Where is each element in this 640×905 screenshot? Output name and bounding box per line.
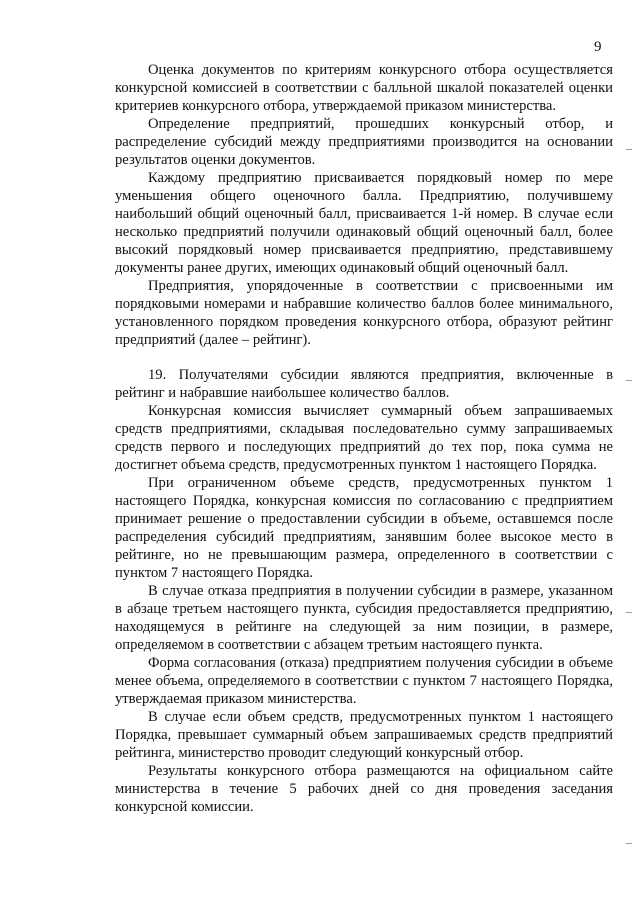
paragraph: В случае отказа предприятия в получении субсидии в размере, указанном в абзаце третьем настоящего пункта, субсидия предоставляется предприятию, находящемуся в рейтинге на следующей за ним позиции, в размере, определяемом в соответствии с абзацем третьим настоящего пункта.: [115, 583, 613, 653]
paragraph: Результаты конкурсного отбора размещаются на официальном сайте министерства в течение 5 рабочих дней со дня проведения заседания конкурсной комиссии.: [115, 763, 613, 815]
scan-margin-mark: [626, 612, 632, 613]
paragraph: Оценка документов по критериям конкурсного отбора осуществляется конкурсной комиссией в соответствии с балльной шкалой показателей оценки критериев конкурсного отбора, утверждаемой приказом министерства.: [115, 62, 613, 114]
paragraph-section-19: 19. Получателями субсидии являются предприятия, включенные в рейтинг и набравшие наибольшее количество баллов.: [115, 367, 613, 401]
page-number: 9: [594, 39, 602, 55]
scan-margin-mark: [626, 149, 632, 150]
paragraph: Определение предприятий, прошедших конкурсный отбор, и распределение субсидий между предприятиями производится на основании результатов оценки документов.: [115, 116, 613, 168]
paragraph: Предприятия, упорядоченные в соответствии с присвоенными им порядковыми номерами и набравшие количество баллов более минимального, установленного порядком проведения конкурсного отбора, образуют рейтинг предприятий (далее – рейтинг).: [115, 278, 613, 348]
scan-margin-mark: [626, 843, 632, 844]
document-body: [115, 61, 613, 816]
paragraph: Каждому предприятию присваивается порядковый номер по мере уменьшения общего оценочного балла. Предприятию, получившему наибольший общий оценочный балл, присваивается 1-й номер. В случае если несколько предприятий получили одинаковый общий оценочный балл, более высокий порядковый номер присваивается предприятию, представившему документы ранее других, имеющих одинаковый общий оценочный балл.: [115, 170, 613, 276]
scan-margin-mark: [626, 380, 632, 381]
paragraph: При ограниченном объеме средств, предусмотренных пунктом 1 настоящего Порядка, конкурсная комиссия по согласованию с предприятием принимает решение о предоставлении субсидии в объеме, оставшемся после распределения субсидий предприятиям, занявшим более высокое место в рейтинге, но не превышающим размера, определенного в соответствии с пунктом 7 настоящего Порядка.: [115, 475, 613, 581]
paragraph: Конкурсная комиссия вычисляет суммарный объем запрашиваемых средств предприятиями, складывая последовательно сумму запрашиваемых средств первого и последующих предприятий до тех пор, пока сумма не достигнет объема средств, предусмотренных пунктом 1 настоящего Порядка.: [115, 403, 613, 473]
paragraph: В случае если объем средств, предусмотренных пунктом 1 настоящего Порядка, превышает суммарный объем запрашиваемых средств предприятий рейтинга, министерство проводит следующий конкурсный отбор.: [115, 709, 613, 761]
paragraph: Форма согласования (отказа) предприятием получения субсидии в объеме менее объема, определяемого в соответствии с пунктом 7 настоящего Порядка, утверждаемая приказом министерства.: [115, 655, 613, 707]
